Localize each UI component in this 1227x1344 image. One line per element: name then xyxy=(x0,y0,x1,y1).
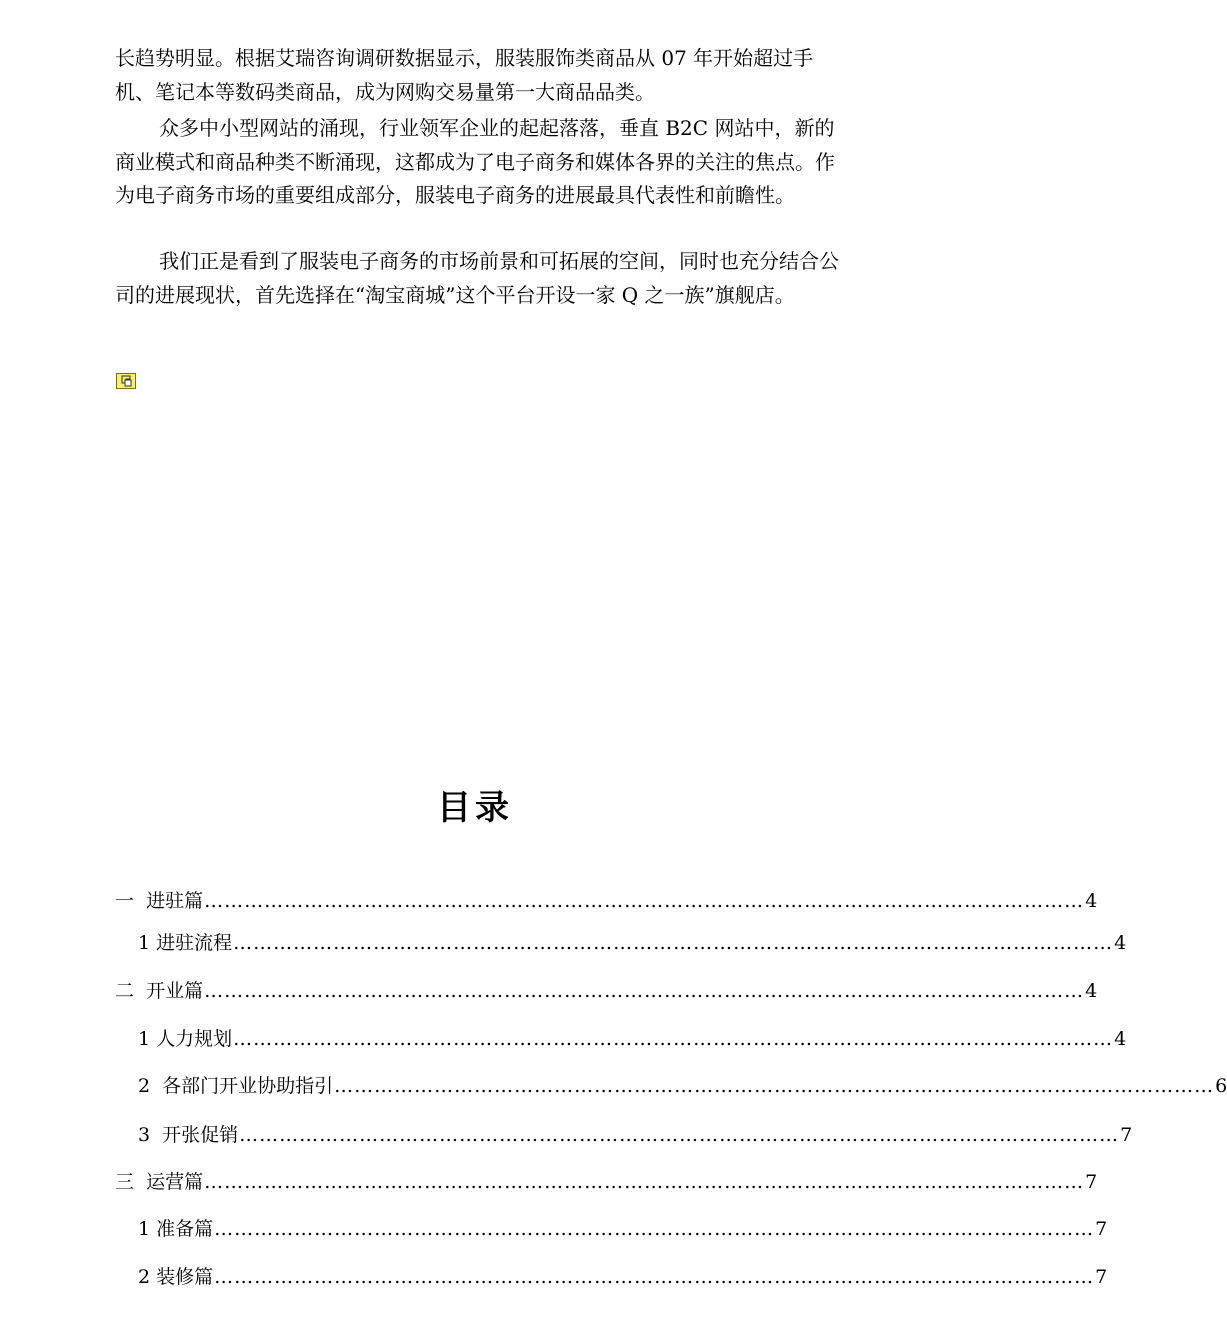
toc-leader: …………………………………………………………………………………………………………………… xyxy=(204,1171,1085,1193)
toc-entry-label: 1 人力规划 xyxy=(138,1028,233,1050)
toc-entry[interactable] xyxy=(138,1214,1108,1241)
object-glyph-icon xyxy=(119,375,133,387)
toc-entry[interactable] xyxy=(138,1024,1127,1051)
toc-entry-label: 三 运营篇 xyxy=(115,1171,204,1193)
toc-entry-label: 2 装修篇 xyxy=(138,1266,214,1288)
toc-leader: …………………………………………………………………………………………………………………… xyxy=(233,932,1114,954)
toc-entry-label: 二 开业篇 xyxy=(115,980,204,1002)
toc-entry[interactable] xyxy=(115,886,1098,913)
toc-entry[interactable] xyxy=(115,976,1098,1003)
toc-entry-label: 3 开张促销 xyxy=(138,1124,239,1146)
toc-entry-page: 4 xyxy=(1114,932,1127,954)
toc-entry-page: 4 xyxy=(1114,1028,1127,1050)
toc-entry[interactable] xyxy=(115,1167,1098,1194)
ole-object-icon[interactable] xyxy=(116,373,136,389)
toc-entry[interactable] xyxy=(138,1071,1227,1098)
toc-entry-label: 1 进驻流程 xyxy=(138,932,233,954)
toc-entry-page: 7 xyxy=(1095,1218,1108,1240)
toc-entry-page: 7 xyxy=(1085,1171,1098,1193)
toc-entry-page: 4 xyxy=(1085,890,1098,912)
toc-title: 目录 xyxy=(437,788,513,828)
toc-leader: …………………………………………………………………………………………………………………… xyxy=(214,1266,1095,1288)
toc-entry-label: 1 准备篇 xyxy=(138,1218,214,1240)
toc-entry-label: 一 进驻篇 xyxy=(115,890,204,912)
body-paragraph: 众多中小型网站的涌现，行业领军企业的起起落落，垂直 B2C 网站中，新的商业模式和商品种类不断涌现，这都成为了电子商务和媒体各界的关注的焦点。作为电子商务市场的重要组成部分，服装电子商务的进展最具代表性和前瞻性。 xyxy=(115,116,835,207)
toc-entry-page: 6 xyxy=(1215,1075,1227,1097)
toc-leader: …………………………………………………………………………………………………………………… xyxy=(204,980,1085,1002)
toc-entry-page: 4 xyxy=(1085,980,1098,1002)
toc-leader: …………………………………………………………………………………………………………………… xyxy=(204,890,1085,912)
toc-leader: …………………………………………………………………………………………………………………… xyxy=(334,1075,1215,1097)
toc-entry-page: 7 xyxy=(1120,1124,1133,1146)
toc-leader: …………………………………………………………………………………………………………………… xyxy=(233,1028,1114,1050)
toc-entry[interactable] xyxy=(138,1262,1108,1289)
toc-entry[interactable] xyxy=(138,928,1127,955)
toc-entry-label: 2 各部门开业协助指引 xyxy=(138,1075,334,1097)
toc-entry[interactable] xyxy=(138,1120,1133,1147)
toc-entry-page: 7 xyxy=(1095,1266,1108,1288)
toc-leader: …………………………………………………………………………………………………………………… xyxy=(214,1218,1095,1240)
toc-leader: …………………………………………………………………………………………………………………… xyxy=(239,1124,1120,1146)
body-paragraph: 我们正是看到了服装电子商务的市场前景和可拓展的空间，同时也充分结合公司的进展现状，首先选择在“淘宝商城”这个平台开设一家 Q 之一族”旗舰店。 xyxy=(115,249,839,307)
body-paragraph: 长趋势明显。根据艾瑞咨询调研数据显示，服装服饰类商品从 07 年开始超过手机、笔记本等数码类商品，成为网购交易量第一大商品品类。 xyxy=(115,46,814,104)
